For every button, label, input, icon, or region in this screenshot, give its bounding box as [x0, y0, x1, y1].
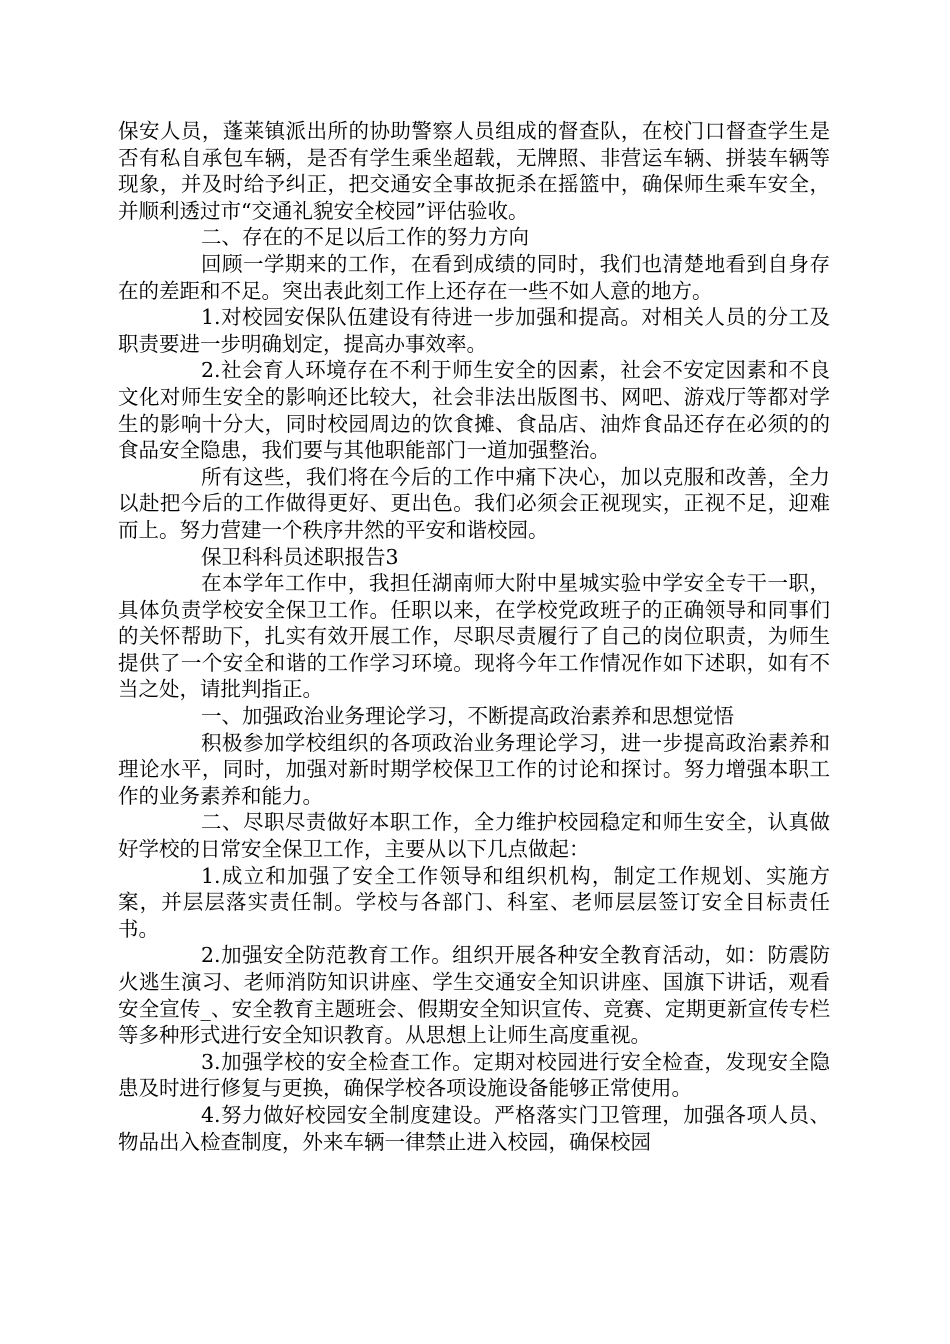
list-item: 2.社会育人环境存在不利于师生安全的因素，社会不安定因素和不良文化对师生安全的影响还比较大，社会非法出版图书、网吧、游戏厅等都对学生的影响十分大，同时校园周边的饮食摊、食品店、油炸食品还存在必须的的食品安全隐患，我们要与其他职能部门一道加强整治。 [118, 358, 830, 463]
section-heading: 一、加强政治业务理论学习，不断提高政治素养和思想觉悟 [201, 704, 734, 729]
section-heading: 二、尽职尽责做好本职工作，全力维护校园稳定和师生安全，认真做好学校的日常安全保卫工作，主要从以下几点做起： [118, 810, 830, 862]
list-item: 1.对校园安保队伍建设有待进一步加强和提高。对相关人员的分工及职责要进一步明确划定，提高办事效率。 [118, 305, 830, 356]
report-title: 保卫科科员述职报告3 [201, 544, 399, 569]
paragraph: 积极参加学校组织的各项政治业务理论学习，进一步提高政治素养和理论水平，同时，加强对新时期学校保卫工作的讨论和探讨。努力增强本职工作的业务素养和能力。 [118, 730, 830, 808]
list-item: 3.加强学校的安全检查工作。定期对校园进行安全检查，发现安全隐患及时进行修复与更换，确保学校各项设施设备能够正常使用。 [118, 1049, 830, 1101]
list-item: 1.成立和加强了安全工作领导和组织机构，制定工作规划、实施方案，并层层落实责任制。学校与各部门、科室、老师层层签订安全目标责任书。 [118, 863, 830, 941]
section-heading: 二、存在的不足以后工作的努力方向 [201, 225, 529, 250]
paragraph: 回顾一学期来的工作，在看到成绩的同时，我们也清楚地看到自身存在的差距和不足。突出表此刻工作上还存在一些不如人意的地方。 [118, 251, 830, 303]
paragraph: 所有这些，我们将在今后的工作中痛下决心，加以克服和改善，全力以赴把今后的工作做得更好、更出色。我们必须会正视现实，正视不足，迎难而上。努力营建一个秩序井然的平安和谐校园。 [118, 464, 830, 542]
list-item: 4.努力做好校园安全制度建设。严格落实门卫管理，加强各项人员、物品出入检查制度，外来车辆一律禁止进入校园，确保校园 [118, 1102, 830, 1154]
paragraph: 保安人员，蓬莱镇派出所的协助警察人员组成的督查队，在校门口督查学生是否有私自承包车辆，是否有学生乘坐超载，无牌照、非营运车辆、拼装车辆等现象，并及时给予纠正，把交通安全事故扼杀在摇篮中，确保师生乘车安全，并顺利透过市“交通礼貌安全校园”评估验收。 [118, 119, 830, 223]
paragraph: 在本学年工作中，我担任湖南师大附中星城实验中学安全专干一职，具体负责学校安全保卫工作。任职以来，在学校党政班子的正确领导和同事们的关怀帮助下，扎实有效开展工作，尽职尽责履行了自己的岗位职责，为师生提供了一个安全和谐的工作学习环境。现将今年工作情况作如下述职，如有不当之处，请批判指正。 [118, 571, 830, 702]
list-item: 2.加强安全防范教育工作。组织开展各种安全教育活动，如：防震防火逃生演习、老师消防知识讲座、学生交通安全知识讲座、国旗下讲话，观看安全宣传_、安全教育主题班会、假期安全知识宣传、竞赛、定期更新宣传专栏等多种形式进行安全知识教育。从思想上让师生高度重视。 [118, 943, 830, 1048]
document-body [118, 118, 830, 1155]
